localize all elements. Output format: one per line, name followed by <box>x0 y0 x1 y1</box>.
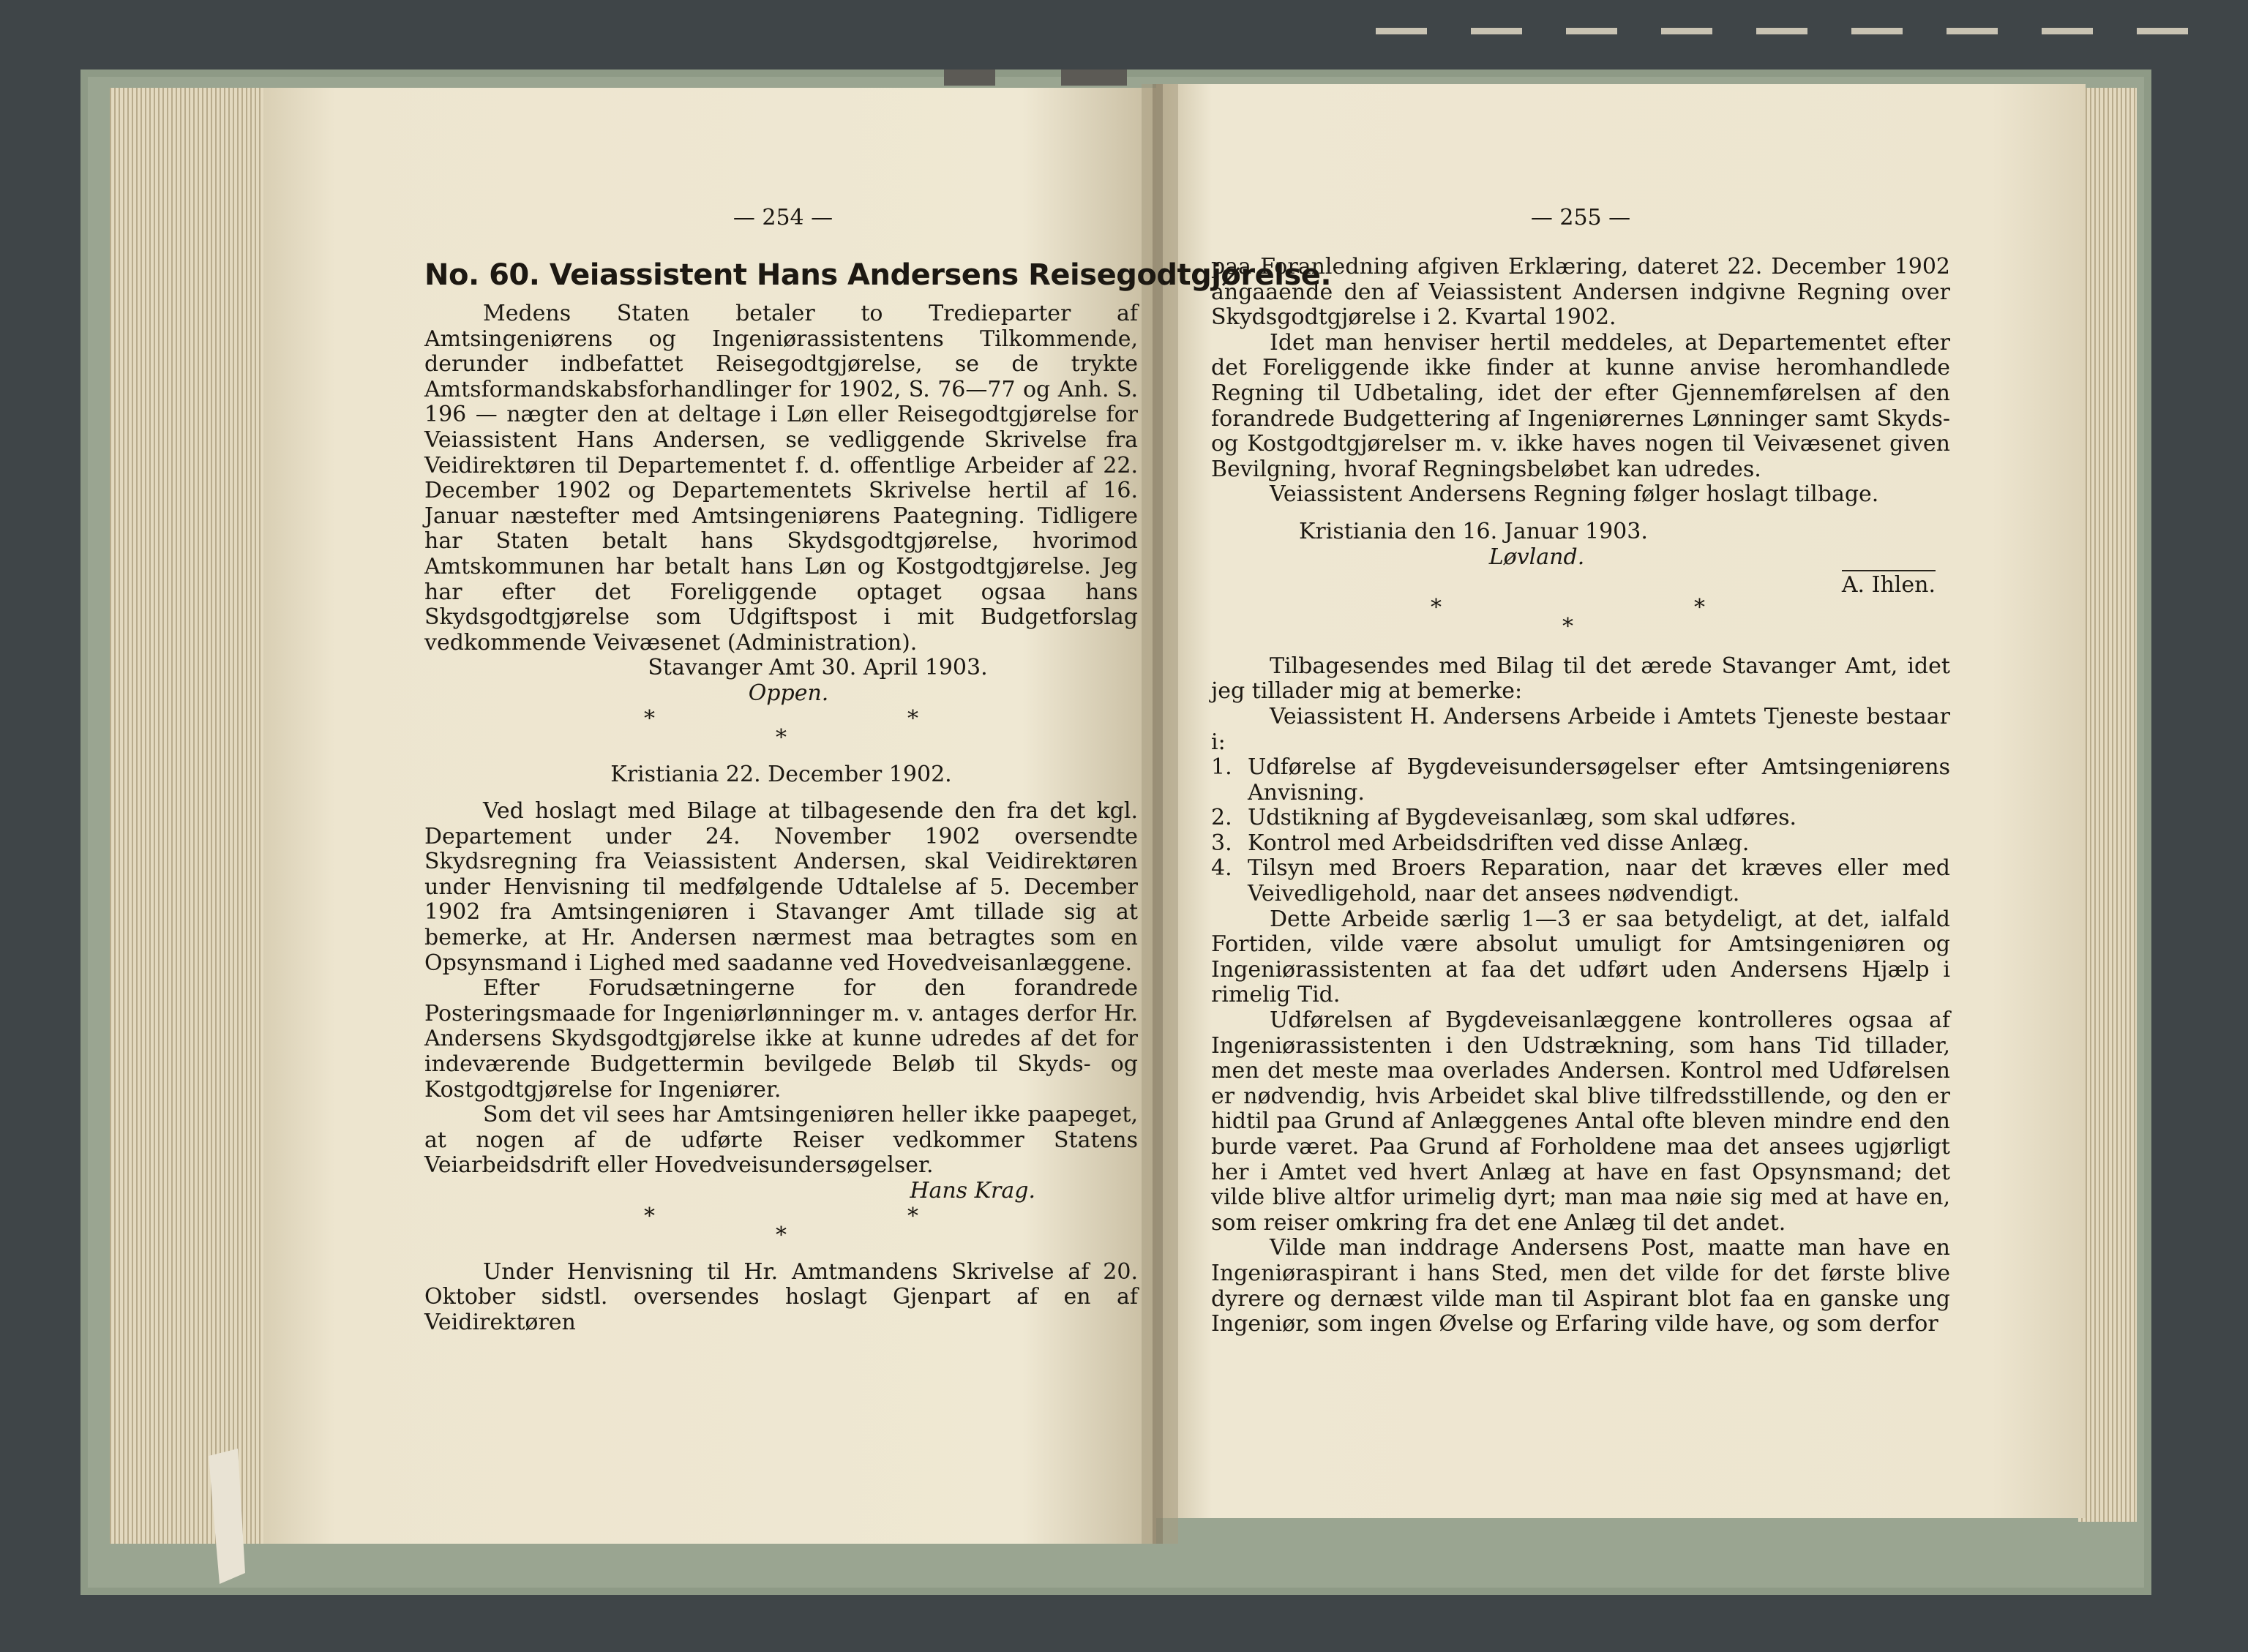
signature: Løvland. <box>1488 544 1585 570</box>
scan-top-dash <box>2042 28 2093 34</box>
scan-top-dash <box>1851 28 1903 34</box>
separator-stars <box>424 1204 1138 1248</box>
list-item: 1. Udførelse af Bygdeveisundersøgelser efter Amtsingeniørens Anvisning. <box>1211 754 1950 806</box>
separator-star: * <box>907 1203 918 1229</box>
place-date: Stavanger Amt 30. April 1903. <box>648 655 988 681</box>
scan-top-dash <box>1661 28 1712 34</box>
paragraph: Under Henvisning til Hr. Amtmandens Skrivelse af 20. Oktober sidstl. oversendes hoslagt Gjenpart af en af Veidirektøren <box>424 1258 1138 1335</box>
paragraph: Dette Arbeide særlig 1—3 er saa betydeligt, at det, ialfald Fortiden, vilde være absolut umuligt for Amtsingeniøren og Ingeniørassistenten at faa det udført uden Andersens Hjælp i rimelig Tid. <box>1211 906 1950 1008</box>
signature-name: A. Ihlen. <box>1842 570 1936 598</box>
separator-star: * <box>776 1222 787 1248</box>
scan-top-dash <box>1376 28 1427 34</box>
paragraph: Tilbagesendes med Bilag til det ærede Stavanger Amt, idet jeg tillader mig at bemerke: <box>1211 653 1950 705</box>
separator-stars <box>1211 594 1950 642</box>
separator-stars <box>424 707 1138 751</box>
left-body <box>263 301 1138 1335</box>
left-page <box>263 88 1332 1544</box>
right-page <box>1174 88 1987 1544</box>
list-item: 3. Kontrol med Arbeidsdriften ved disse Anlæg. <box>1211 830 1750 856</box>
scan-top-dash <box>1566 28 1617 34</box>
paragraph: Medens Staten betaler to Tredieparter af Amtsingeniørens og Ingeniørassistentens Tilkommende, derunder indbefattet Reisegodtgjørelse, se de trykte Amtsformandskabsforhandlinger for 1902, S. 76—77 og Anh. S. 196 — nægter den at deltage i Løn eller Reisegodtgjørelse for Veiassistent Hans Andersen, se vedliggende Skrivelse fra Veidirektøren til Departementet f. d. offentlige Arbeider af 22. December 1902 og Departementets Skrivelse hertil af 16. Januar næstefter med Amtsingeniørens Paategning. Tidligere har Staten betalt hans Skydsgodtgjørelse, hvorimod Amtskommunen har betalt hans Løn og Kostgodtgjørelse. Jeg har efter det Foreliggende optaget ogsaa hans Skydsgodtgjørelse som Udgiftspost i mit Budgetforslag vedkommende Veivæsenet (Administration). <box>424 301 1138 656</box>
signature: Oppen. <box>748 680 829 706</box>
page-number: — 255 — <box>1530 205 1631 230</box>
paragraph: paa Foranledning afgiven Erklæring, dateret 22. December 1902 angaaende den af Veiassistent Andersen indgivne Regning over Skydsgodtgjørelse i 2. Kvartal 1902. <box>1211 254 1950 331</box>
scan-top-dash <box>1756 28 1807 34</box>
paragraph: Som det vil sees har Amtsingeniøren heller ikke paapeget, at nogen af de udførte Reiser vedkommer Statens Veiarbeidsdrift eller Hovedveisundersøgelser. <box>424 1102 1138 1179</box>
paragraph: Vilde man inddrage Andersens Post, maatte man have en Ingeniøraspirant i hans Sted, men det vilde for det første blive dyrere og dernæst vilde man til Aspirant blot faa en ganske ung Ingeniør, som ingen Øvelse og Erfaring vilde have, og som derfor <box>1211 1235 1950 1337</box>
signature: Hans Krag. <box>910 1178 1035 1204</box>
separator-star: * <box>644 1203 655 1229</box>
page-number: — 254 — <box>733 205 833 230</box>
paragraph: Veiassistent H. Andersens Arbeide i Amtets Tjeneste bestaar i: <box>1211 703 1950 755</box>
place-date: Kristiania 22. December 1902. <box>610 761 952 787</box>
paragraph: Idet man henviser hertil meddeles, at Departementet efter det Foreliggende ikke finder at kunne anvise heromhandlede Regning til Udbetaling, idet der efter Gjennemførelsen af den forandrede Budgettering af Ingeniørernes Lønninger samt Skyds- og Kostgodtgjørelser m. v. ikke haves nogen til Veivæsenet given Bevilgning, hvoraf Regningsbeløbet kan udredes. <box>1211 329 1950 482</box>
list-item: 2. Udstikning af Bygdeveisanlæg, som skal udføres. <box>1211 805 1797 831</box>
list-item: 4. Tilsyn med Broers Reparation, naar det kræves eller med Veivedligehold, naar det ansees nødvendigt. <box>1211 855 1950 907</box>
section-title: No. 60. Veiassistent Hans Andersens Reisegodtgjørelse. <box>424 258 1332 292</box>
paragraph: Efter Forudsætningerne for den forandrede Posteringsmaade for Ingeniørlønninger m. v. antages derfor Hr. Andersens Skydsgodtgjørelse ikke at kunne udredes af det for indeværende Budgettermin bevilgede Beløb til Skyds- og Kostgodtgjørelse for Ingeniører. <box>424 975 1138 1103</box>
right-body <box>1174 255 1950 1337</box>
scan-top-dash <box>1471 28 1522 34</box>
separator-star: * <box>644 705 655 732</box>
paragraph: Ved hoslagt med Bilage at tilbagesende den fra det kgl. Departement under 24. November 1902 oversendte Skydsregning fra Veiassistent Andersen, skal Veidirektøren under Henvisning til medfølgende Udtalelse af 5. December 1902 fra Amtsingeniøren i Stavanger Amt tillade sig at bemerke, at Hr. Andersen nærmest maa betragtes som en Opsynsmand i Lighed med saadanne ved Hovedveisanlæggene. <box>424 798 1138 976</box>
separator-star: * <box>1562 613 1573 639</box>
place-date: Kristiania den 16. Januar 1903. <box>1299 518 1648 544</box>
paragraph: Udførelsen af Bygdeveisanlæggene kontrolleres ogsaa af Ingeniørassistenten i den Udstrækning, som hans Tid tillader, men det meste maa overlades Andersen. Kontrol med Udførelsen er nødvendig, hvis Arbeidet skal blive tilfredsstillende, og den er hidtil paa Grund af Anlæggenes Antal ofte bleven mindre end den burde været. Paa Grund af Forholdene maa det ansees ugjørligt her i Amtet ved hvert Anlæg at have en fast Opsynsmand; det vilde blive altfor urimelig dyrt; man maa nøie sig med at have en, som reiser omkring fra det ene Anlæg til det andet. <box>1211 1007 1950 1236</box>
separator-star: * <box>1431 594 1442 620</box>
scan-top-dash <box>1947 28 1998 34</box>
paragraph: Veiassistent Andersens Regning følger hoslagt tilbage. <box>1270 481 1879 508</box>
separator-star: * <box>776 724 787 751</box>
scan-top-dash <box>2137 28 2188 34</box>
separator-star: * <box>1694 594 1705 620</box>
separator-star: * <box>907 705 918 732</box>
signature <box>1211 570 1950 598</box>
duty-list <box>1211 755 1950 907</box>
